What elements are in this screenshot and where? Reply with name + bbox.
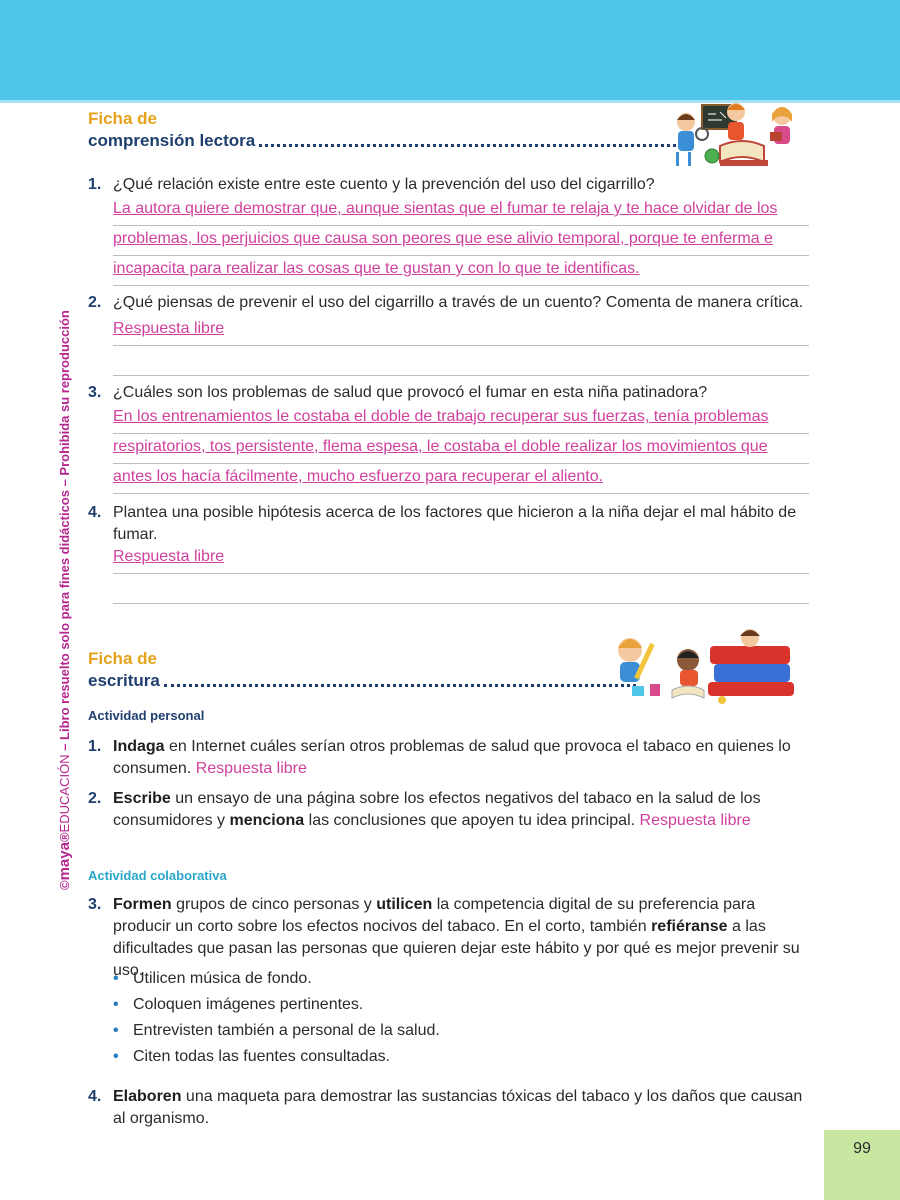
list-item: • Entrevisten también a personal de la salud. [113,1018,440,1044]
answer-text: antes los hacía fácilmente, mucho esfuerzo para recuperar el aliento. [113,468,604,485]
reading-question-4 [88,502,808,546]
answer-line [113,196,809,226]
collaborative-activity-label: Actividad colaborativa [88,868,227,883]
item-number: 3. [88,896,102,913]
question-text: ¿Qué relación existe entre este cuento y la prevención del uso del cigarrillo? [113,176,655,193]
list-item: • Utilicen música de fondo. [113,966,440,992]
brand-name: maya [56,842,73,881]
action-verb: refiéranse [651,918,728,935]
reading-heading-line2: comprensión lectora [88,131,256,150]
writing-item-2 [88,788,808,832]
copyright-symbol: © [57,880,72,890]
page-number: 99 [824,1130,900,1200]
answer-text: problemas, los perjuicios que causa son peores que ese alivio temporal, porque te enferma e [113,230,773,247]
answer-line [113,256,809,286]
answer-text: La autora quiere demostrar que, aunque sientas que el fumar te relaja y te hace olvidar de los [113,200,778,217]
personal-activity-label: Actividad personal [88,708,205,723]
answer-lines-1 [113,196,809,286]
writing-heading-line1: Ficha de [88,649,157,668]
item-text: las conclusiones que apoyen tu idea principal. [304,812,640,829]
writing-item-4 [88,1086,808,1130]
answer-lines-3 [113,404,809,494]
question-number: 3. [88,384,102,401]
heading-dotted-rule [164,684,636,687]
tips-list [113,966,440,1070]
answer-line [113,464,809,494]
item-number: 4. [88,1088,102,1105]
list-item: • Coloquen imágenes pertinentes. [113,992,440,1018]
action-verb: Indaga [113,738,165,755]
item-text-wrap [113,788,808,832]
answer-line [113,226,809,256]
heading-dotted-rule [259,144,688,147]
top-banner [0,0,900,103]
action-verb: menciona [229,812,305,829]
reading-heading-line2-wrap [88,130,688,152]
list-item: • Citen todas las fuentes consultadas. [113,1044,440,1070]
item-text: un ensayo de una página sobre los efectos negativos del tabaco en la salud de los consumidores y [113,790,761,829]
question-text: ¿Qué piensas de prevenir el uso del cigarrillo a través de un cuento? Comenta de manera crítica. [113,294,804,311]
answer-lines-2 [113,316,809,376]
answer-text: Respuesta libre [113,548,225,565]
action-verb: Escribe [113,790,171,807]
side-note-text: – Libro resuelto solo para fines didácticos – Prohibida su reproducción [57,310,72,755]
writing-heading-line2: escritura [88,671,160,690]
question-text: Plantea una posible hipótesis acerca de los factores que hicieron a la niña dejar el mal hábito de fumar. [113,504,797,543]
copyright-side-note [52,310,78,890]
answer-line [113,434,809,464]
item-text-wrap [113,736,808,780]
item-text: grupos de cinco personas y [171,896,377,913]
item-text: a las dificultades que pasan las personas que quieren dejar este hábito y por qué es mejor prevenir su uso. [113,918,800,979]
kids-books-illustration [610,628,805,706]
item-text: la competencia digital de su preferencia para producir un corto sobre los efectos nocivos del tabaco. En el corto, también [113,896,756,935]
writing-heading-line2-wrap [88,670,636,692]
answer-text: respiratorios, tos persistente, flema espesa, le costaba el doble realizar los movimientos que [113,438,768,455]
action-verb: Elaboren [113,1088,182,1105]
item-number: 2. [88,790,102,807]
question-number: 4. [88,504,102,521]
action-verb: Formen [113,896,172,913]
answer-text: incapacita para realizar las cosas que te gustan y con lo que te identificas. [113,260,640,277]
answer-text: Respuesta libre [113,320,225,337]
kids-reading-illustration [662,100,802,170]
free-answer: Respuesta libre [195,760,307,777]
reading-question-1 [88,174,808,196]
answer-lines-4 [113,544,809,604]
answer-text: En los entrenamientos le costaba el doble de trabajo recuperar sus fuerzas, tenía problemas [113,408,769,425]
question-number: 2. [88,294,102,311]
item-text: en Internet cuáles serían otros problemas de salud que provoca el tabaco en quienes lo consumen. [113,738,791,777]
item-text-wrap [113,1086,808,1130]
brand-mark: ® [57,832,72,843]
answer-line [113,346,809,376]
writing-item-1 [88,736,808,780]
action-verb: utilicen [376,896,433,913]
brand-org: EDUCACIÓN [57,754,72,833]
reading-question-3 [88,382,808,404]
answer-line [113,574,809,604]
question-number: 1. [88,176,102,193]
free-answer: Respuesta libre [639,812,751,829]
item-text: una maqueta para demostrar las sustancias tóxicas del tabaco y los daños que causan al organismo. [113,1088,803,1127]
reading-question-2 [88,292,808,314]
answer-line [113,544,809,574]
reading-heading-line1: Ficha de [88,109,157,128]
writing-section-heading [88,648,636,692]
question-text: ¿Cuáles son los problemas de salud que provocó el fumar en esta niña patinadora? [113,384,708,401]
answer-line [113,316,809,346]
reading-section-heading [88,108,688,152]
answer-line [113,404,809,434]
item-number: 1. [88,738,102,755]
